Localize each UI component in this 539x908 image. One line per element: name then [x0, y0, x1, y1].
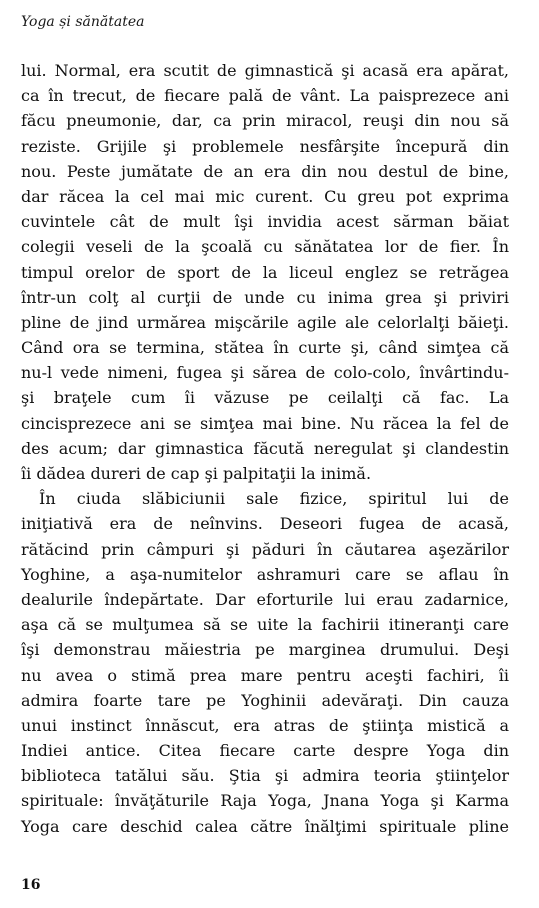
text-line: Yoga care deschid calea către înălţimi spirituale pline	[21, 816, 509, 836]
text-line: cincisprezece ani se simţea mai bine. Nu răcea la fel de	[21, 413, 509, 433]
text-line: Indiei antice. Citea fiecare carte despre Yoga din	[21, 741, 509, 761]
text-line: timpul orelor de sport de la liceul englez se retrăgea	[21, 262, 509, 282]
text-line: des acum; dar gimnastica făcută neregulat şi clandestin	[21, 438, 509, 458]
text-line: dar răcea la cel mai mic curent. Cu greu pot exprima	[21, 186, 509, 206]
text-line: colegii veseli de la şcoală cu sănătatea lor de fier. În	[21, 237, 509, 257]
text-line: nou. Peste jumătate de an era din nou destul de bine,	[21, 161, 509, 181]
text-line: făcu pneumonie, dar, ca prin miracol, reuşi din nou să	[21, 111, 509, 131]
text-line: unui instinct înnăscut, era atras de ştiinţa mistică a	[21, 715, 509, 735]
body-text	[21, 58, 509, 839]
text-line: într-un colţ al curţii de unde cu inima grea şi priviri	[21, 287, 509, 307]
text-line: Când ora se termina, stătea în curte şi, când simţea că	[21, 338, 509, 358]
text-line: admira foarte tare pe Yoghinii adevăraţi. Din cauza	[21, 690, 509, 710]
text-line: nu avea o stimă prea mare pentru aceşti fachiri, îi	[21, 665, 509, 685]
text-line: şi braţele cum îi văzuse pe ceilalţi că fac. La	[21, 388, 509, 408]
text-line: biblioteca tatălui său. Ştia şi admira teoria ştiinţelor	[21, 766, 509, 786]
text-line: îşi demonstrau măiestria pe marginea drumului. Deşi	[21, 640, 509, 660]
page-number: 16	[21, 877, 41, 893]
text-line: iniţiativă era de neînvins. Deseori fugea de acasă,	[21, 514, 509, 534]
text-line: rătăcind prin câmpuri şi păduri în căutarea aşezărilor	[21, 539, 509, 559]
text-line: În ciuda slăbiciunii sale fizice, spiritul lui de	[39, 489, 509, 509]
text-line: spirituale: învăţăturile Raja Yoga, Jnana Yoga şi Karma	[21, 791, 509, 811]
text-line: aşa că se mulţumea să se uite la fachirii itineranţi care	[21, 615, 509, 635]
text-line: pline de jind urmărea mişcările agile ale celorlalţi băieţi.	[21, 312, 509, 332]
text-line: reziste. Grijile şi problemele nesfârşite începură din	[21, 136, 509, 156]
text-line: lui. Normal, era scutit de gimnastică şi acasă era apărat,	[21, 61, 509, 80]
text-line: dealurile îndepărtate. Dar eforturile lui erau zadarnice,	[21, 589, 509, 609]
text-line: ca în trecut, de fiecare pală de vânt. La paisprezece ani	[21, 86, 509, 106]
text-line: Yoghine, a aşa-numitelor ashramuri care se aflau în	[21, 564, 509, 584]
running-head-title: Yoga și sănătatea	[21, 14, 145, 30]
text-line: nu-l vede nimeni, fugea şi sărea de colo-colo, învârtindu-	[21, 363, 509, 383]
text-line: îi dădea dureri de cap şi palpitaţii la inimă.	[21, 464, 372, 483]
text-line: cuvintele cât de mult îşi invidia acest sărman băiat	[21, 212, 509, 232]
